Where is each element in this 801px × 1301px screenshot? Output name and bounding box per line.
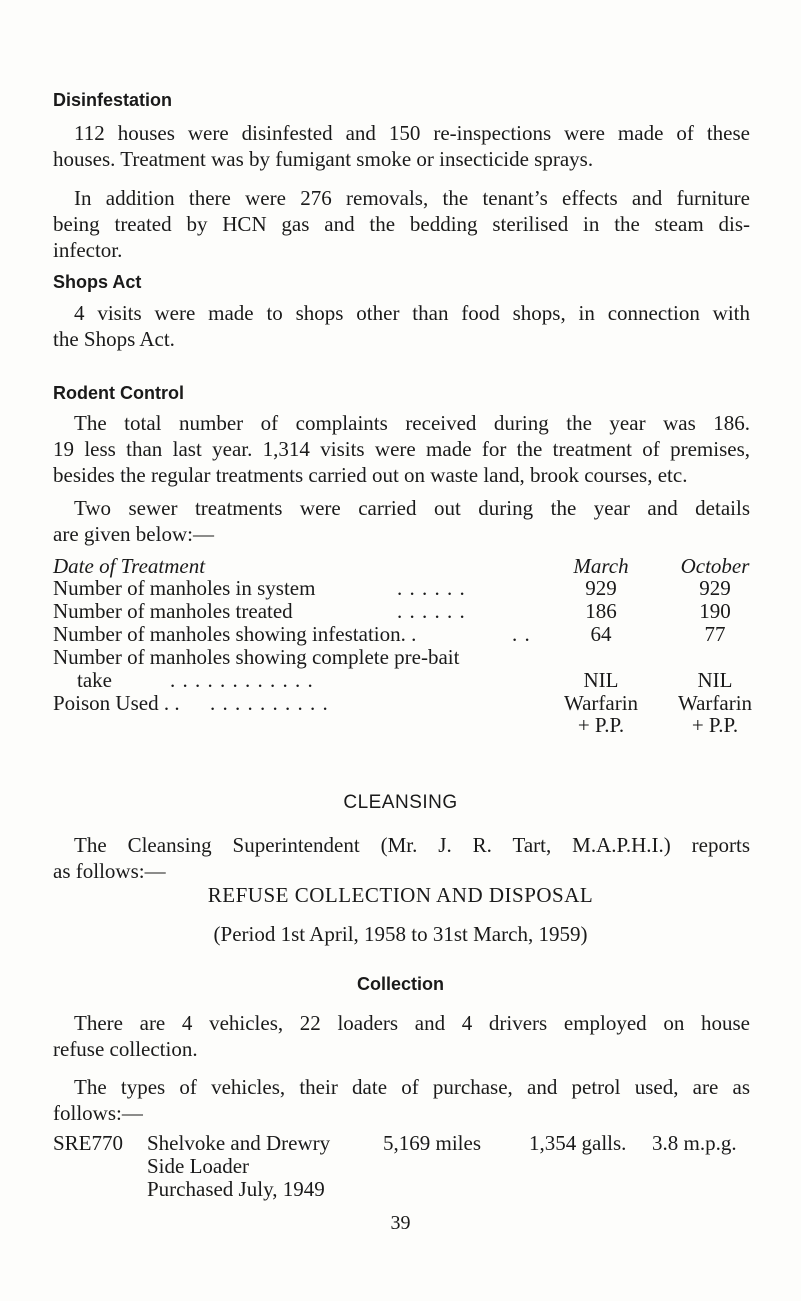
vehicle-petrol: 1,354 galls.	[529, 1131, 627, 1155]
collection-heading: Collection	[356, 974, 444, 994]
table-cell-march: 929	[585, 576, 617, 600]
rodent-control-paragraph-1: The total number of complaints received during the year was 186. 19 less than last year. 1,314 visits were made for the treatment of premises, besides the regular treatments carried out on waste land, brook courses, etc.	[53, 411, 750, 487]
rodent-control-heading: Rodent Control	[53, 383, 184, 403]
table-row-label: Number of manholes showing complete pre-bait	[53, 645, 460, 669]
table-cell-march: 64	[590, 622, 612, 646]
collection-paragraph-2: The types of vehicles, their date of purchase, and petrol used, are as follows:—	[53, 1075, 750, 1125]
table-row-leader: . . . . . .	[397, 599, 466, 623]
table-cell-october: 190	[699, 599, 731, 623]
vehicle-description: Purchased July, 1949	[147, 1177, 325, 1201]
table-row-leader: . . . . . .	[397, 576, 466, 600]
table-header-march: March	[573, 554, 629, 578]
collection-paragraph-1: There are 4 vehicles, 22 loaders and 4 drivers employed on house refuse collection.	[53, 1011, 750, 1061]
disinfestation-paragraph-2: In addition there were 276 removals, the tenant’s effects and furniture being treated by HCN gas and the bedding sterilised in the steam dis- infector.	[53, 186, 750, 262]
table-row-leader: . .	[512, 622, 531, 646]
vehicle-registration: SRE770	[53, 1131, 124, 1155]
table-cell-october: 929	[699, 576, 731, 600]
table-row-label: Number of manholes treated	[53, 599, 293, 623]
table-row-leader: . . . . . . . . . .	[210, 691, 329, 715]
vehicle-description: Side Loader	[147, 1154, 250, 1178]
cleansing-paragraph: The Cleansing Superintendent (Mr. J. R. Tart, M.A.P.H.I.) reports as follows:—	[53, 833, 750, 883]
table-row-leader: . . . . . . . . . . . .	[170, 668, 314, 692]
table-cell-march: + P.P.	[577, 713, 625, 737]
refuse-collection-heading: REFUSE COLLECTION AND DISPOSAL	[207, 883, 594, 907]
vehicle-miles: 5,169 miles	[383, 1131, 481, 1155]
period-line: (Period 1st April, 1958 to 31st March, 1959)	[213, 922, 588, 946]
page-number: 39	[390, 1212, 411, 1234]
shops-act-heading: Shops Act	[53, 272, 142, 292]
vehicle-description: Shelvoke and Drewry	[147, 1131, 331, 1155]
table-cell-october: + P.P.	[691, 713, 739, 737]
table-row-label: Number of manholes showing infestation. .	[53, 622, 417, 646]
shops-act-paragraph: 4 visits were made to shops other than food shops, in connection with the Shops Act.	[53, 301, 750, 351]
cleansing-heading: CLEANSING	[343, 792, 458, 813]
table-cell-october: Warfarin	[677, 691, 753, 715]
table-cell-october: NIL	[697, 668, 733, 692]
table-cell-october: 77	[704, 622, 726, 646]
disinfestation-paragraph-1: 112 houses were disinfested and 150 re-inspections were made of these houses. Treatment was by fumigant smoke or insecticide sprays.	[53, 121, 750, 171]
table-row-label: take	[77, 668, 112, 692]
table-header-label: Date of Treatment	[53, 554, 206, 578]
disinfestation-heading: Disinfestation	[53, 90, 173, 110]
table-header-october: October	[680, 554, 750, 578]
vehicle-mpg: 3.8 m.p.g.	[652, 1131, 737, 1155]
table-cell-march: Warfarin	[563, 691, 639, 715]
table-cell-march: NIL	[583, 668, 619, 692]
rodent-control-paragraph-2: Two sewer treatments were carried out during the year and details are given below:—	[53, 496, 750, 546]
table-cell-march: 186	[585, 599, 617, 623]
table-row-label: Number of manholes in system	[53, 576, 316, 600]
table-row-label: Poison Used . .	[53, 691, 180, 715]
